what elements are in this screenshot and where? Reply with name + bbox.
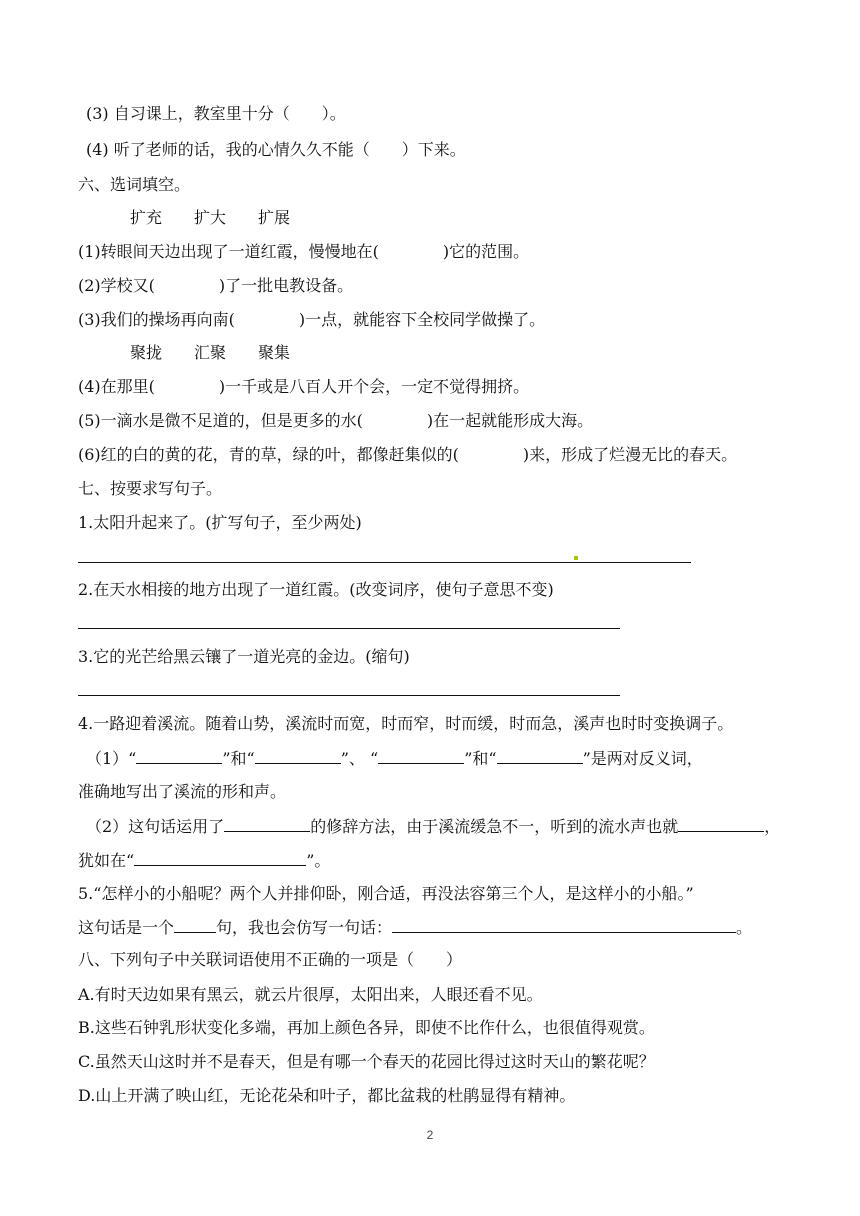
item-3: (3) 自习课上，教室里十分（ ）。 [86,104,346,123]
blank-sentence-type[interactable] [174,916,216,933]
option-b: B.这些石钟乳形状变化多端，再加上颜色各异，即使不比作什么，也很值得观赏。 [78,1018,655,1037]
blank-rhetoric[interactable] [224,815,310,832]
blank-imitation[interactable] [392,916,736,933]
section8-title: 八、下列句子中关联词语使用不正确的一项是（ ） [78,950,463,969]
sentence-3: 3.它的光芒给黑云镶了一道光亮的金边。(缩句) [78,647,410,666]
s4-sub2-cont: 犹如在“ ”。 [78,851,331,870]
s4-sub1-cont: 准确地写出了溪流的形和声。 [78,782,287,801]
fill-q6: (6)红的白的黄的花，青的草，绿的叶，都像赶集似的( )来，形成了烂漫无比的春天。 [78,445,738,464]
page-number: 2 [426,1128,434,1142]
word-group-1: 扩充 扩大 扩展 [130,208,291,227]
blank-antonym-4[interactable] [497,747,583,764]
item-4: (4) 听了老师的话，我的心情久久不能（ ）下来。 [86,140,466,159]
sentence-4: 4.一路迎着溪流。随着山势，溪流时而宽，时而窄，时而缓，时而急，溪声也时时变换调子。 [78,714,734,733]
fill-q2: (2)学校又( )了一批电教设备。 [78,276,354,295]
marker-dot [574,556,578,560]
sentence-2: 2.在天水相接的地方出现了一道红霞。(改变词序，使句子意思不变) [78,580,554,599]
fill-q3: (3)我们的操场再向南( )一点，就能容下全校同学做操了。 [78,310,546,329]
option-d: D.山上开满了映山红，无论花朵和叶子，都比盆栽的杜鹃显得有精神。 [78,1086,576,1105]
blank-antonym-1[interactable] [136,747,222,764]
s4-sub1: （1）“ ”和“ ”、 “ ”和“ ”是两对反义词， [86,749,703,768]
fill-q5: (5)一滴水是微不足道的，但是更多的水( )在一起就能形成大海。 [78,411,594,430]
blank-antonym-3[interactable] [378,747,464,764]
sentence-5-cont: 这句话是一个 句，我也会仿写一句话： 。 [78,918,753,937]
s4-sub2: （2）这句话运用了 的修辞方法，由于溪流缓急不一，听到的流水声也就 ， [86,817,781,836]
option-a: A.有时天边如果有黑云，就云片很厚，太阳出来，人眼还看不见。 [78,985,543,1004]
answer-line-1[interactable] [78,562,691,563]
blank-antonym-2[interactable] [255,747,341,764]
fill-q4: (4)在那里( )一千或是八百人开个会，一定不觉得拥挤。 [78,377,530,396]
sentence-1: 1.太阳升起来了。(扩写句子，至少两处) [78,513,362,532]
blank-like[interactable] [134,849,306,866]
word-group-2: 聚拢 汇聚 聚集 [130,343,291,362]
answer-line-3[interactable] [78,695,620,696]
section6-title: 六、选词填空。 [78,175,191,194]
option-c: C.虽然天山这时并不是春天，但是有哪一个春天的花园比得过这时天山的繁花呢？ [78,1052,655,1071]
fill-q1: (1)转眼间天边出现了一道红霞，慢慢地在( )它的范围。 [78,242,530,261]
blank-sound[interactable] [678,815,764,832]
section7-title: 七、按要求写句子。 [78,479,223,498]
answer-line-2[interactable] [78,628,620,629]
sentence-5: 5.“怎样小的小船呢？两个人并排仰卧，刚合适，再没法容第三个人，是这样小的小船。” [78,884,694,903]
